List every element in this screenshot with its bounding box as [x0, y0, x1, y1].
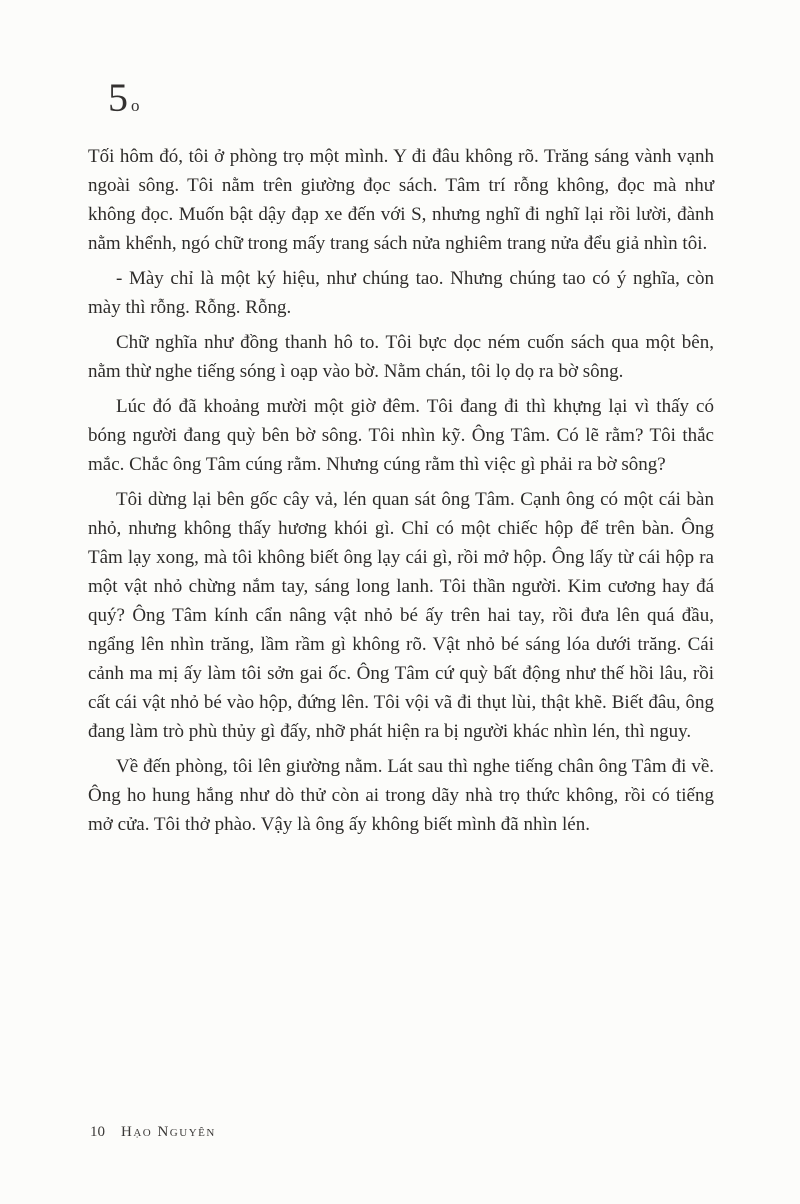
page-footer — [90, 1124, 216, 1141]
chapter-number-text: 5 — [108, 75, 129, 120]
paragraph: Chữ nghĩa như đồng thanh hô to. Tôi bực dọc ném cuốn sách qua một bên, nằm thừ nghe tiếng sóng ì oạp vào bờ. Nằm chán, tôi lọ dọ ra bờ sông. — [88, 332, 714, 382]
chapter-dot: o — [131, 96, 141, 115]
body-text — [88, 142, 714, 845]
paragraph: Lúc đó đã khoảng mười một giờ đêm. Tôi đang đi thì khựng lại vì thấy có bóng người đang quỳ bên bờ sông. Tôi nhìn kỹ. Ông Tâm. Có lẽ rằm? Tôi thắc mắc. Chắc ông Tâm cúng rằm. Nhưng cúng rằm thì việc gì phải ra bờ sông? — [88, 396, 714, 475]
footer-author: Hạo Nguyên — [121, 1124, 216, 1140]
paragraph: Tối hôm đó, tôi ở phòng trọ một mình. Y đi đâu không rõ. Trăng sáng vành vạnh ngoài sông. Tôi nằm trên giường đọc sách. Tâm trí rỗng không, đọc mà như không đọc. Muốn bật dậy đạp xe đến với S, nhưng nghĩ đi nghĩ lại rồi lười, đành nằm khểnh, ngó chữ trong mấy trang sách nửa nghiêm trang nửa đểu giả nhìn tôi. — [88, 146, 714, 254]
paragraph: - Mày chỉ là một ký hiệu, như chúng tao. Nhưng chúng tao có ý nghĩa, còn mày thì rỗng. Rỗng. Rỗng. — [88, 268, 714, 318]
chapter-number — [108, 75, 141, 120]
footer-page-number: 10 — [90, 1124, 105, 1140]
paragraph: Tôi dừng lại bên gốc cây vả, lén quan sát ông Tâm. Cạnh ông có một cái bàn nhỏ, nhưng không thấy hương khói gì. Chỉ có một chiếc hộp để trên bàn. Ông Tâm lạy xong, mà tôi không biết ông lạy cái gì, rồi mở hộp. Ông lấy từ cái hộp ra một vật nhỏ chừng nắm tay, sáng long lanh. Tôi thần người. Kim cương hay đá quý? Ông Tâm kính cẩn nâng vật nhỏ bé ấy trên hai tay, rồi đưa lên quá đầu, ngẩng lên nhìn trăng, lầm rầm gì không rõ. Vật nhỏ bé sáng lóa dưới trăng. Cái cảnh ma mị ấy làm tôi sởn gai ốc. Ông Tâm cứ quỳ bất động như thế hồi lâu, rồi cất cái vật nhỏ bé vào hộp, đứng lên. Tôi vội vã đi thụt lùi, thật khẽ. Biết đâu, ông đang làm trò phù thủy gì đấy, nhỡ phát hiện ra bị người khác nhìn lén, thì nguy. — [88, 489, 714, 742]
paragraph: Về đến phòng, tôi lên giường nằm. Lát sau thì nghe tiếng chân ông Tâm đi về. Ông ho hung hắng như dò thử còn ai trong dãy nhà trọ thức không, rồi có tiếng mở cửa. Tôi thở phào. Vậy là ông ấy không biết mình đã nhìn lén. — [88, 756, 714, 835]
